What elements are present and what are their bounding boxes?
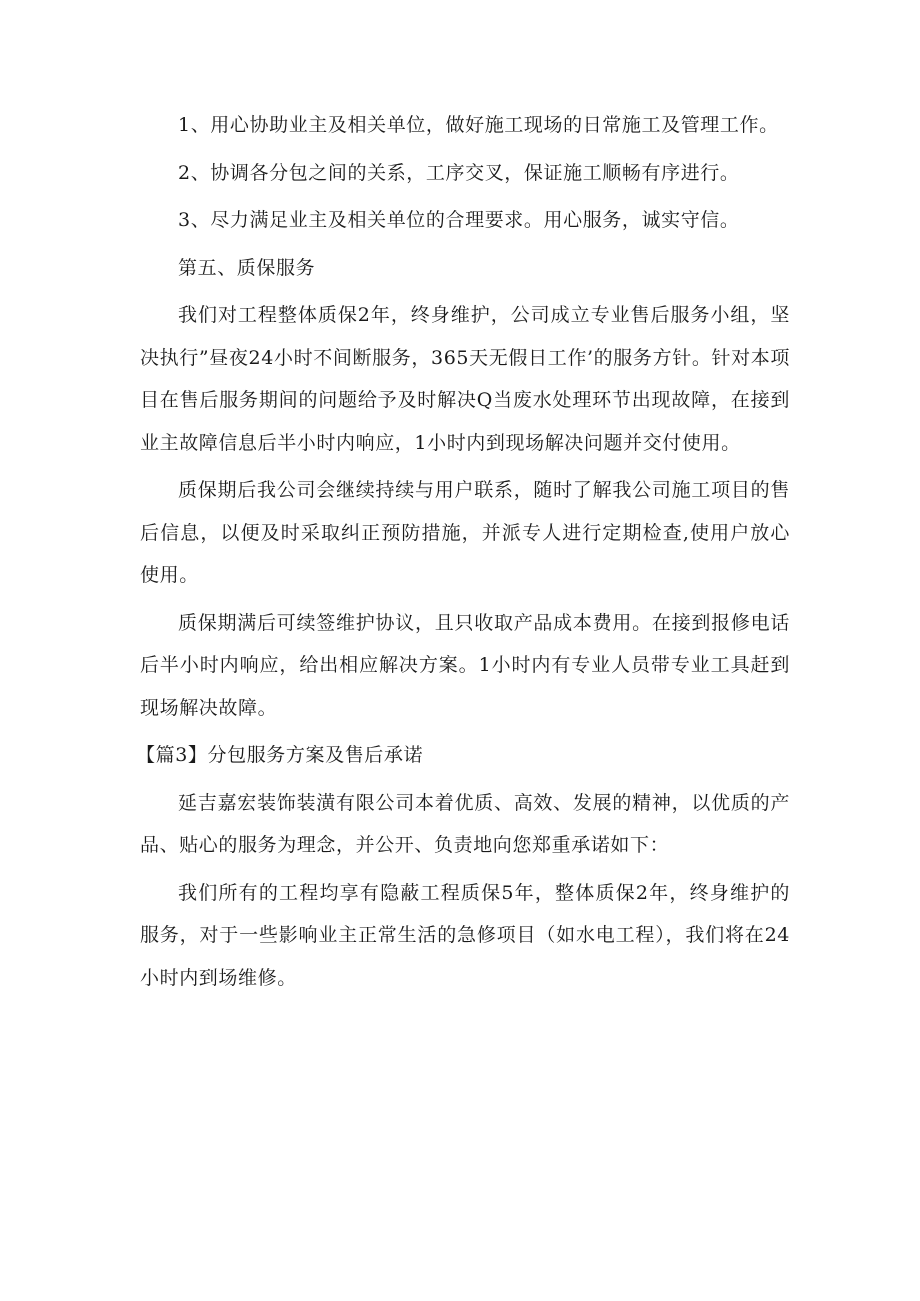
- document-body: [136, 104, 790, 999]
- paragraph-item-1: 1、用心协助业主及相关单位，做好施工现场的日常施工及管理工作。: [178, 114, 779, 136]
- paragraph-post-warranty: 质保期后我公司会继续持续与用户联系，随时了解我公司施工项目的售后信息，以便及时采取纠正预防措施，并派专人进行定期检查,使用户放心使用。: [140, 479, 790, 586]
- paragraph-item-2: 2、协调各分包之间的关系，工序交叉，保证施工顺畅有序进行。: [178, 161, 740, 184]
- paragraph-warranty-overview: 我们对工程整体质保2年，终身维护，公司成立专业售后服务小组，坚决执行”昼夜24小时不间断服务，365天无假日工作’的服务方针。针对本项目在售后服务期间的问题给予及时解决Q当废水处理环节出现故障，在接到业主故障信息后半小时内响应，1小时内到现场解决问题并交付使用。: [140, 304, 790, 454]
- section-heading-warranty: 第五、质保服务: [178, 256, 316, 279]
- paragraph-company-commitment: 延吉嘉宏装饰装潢有限公司本着优质、高效、发展的精神，以优质的产品、贴心的服务为理念，并公开、负责地向您郑重承诺如下：: [140, 791, 790, 856]
- paragraph-warranty-terms: 我们所有的工程均享有隐蔽工程质保5年，整体质保2年，终身维护的服务，对于一些影响业主正常生活的急修项目（如水电工程），我们将在24小时内到场维修。: [140, 881, 790, 989]
- chapter-heading: 【篇3】分包服务方案及售后承诺: [136, 744, 424, 766]
- paragraph-item-3: 3、尽力满足业主及相关单位的合理要求。用心服务，诚实守信。: [178, 209, 740, 231]
- paragraph-warranty-renewal: 质保期满后可续签维护协议，且只收取产品成本费用。在接到报修电话后半小时内响应，给出相应解决方案。1小时内有专业人员带专业工具赶到现场解决故障。: [140, 611, 790, 719]
